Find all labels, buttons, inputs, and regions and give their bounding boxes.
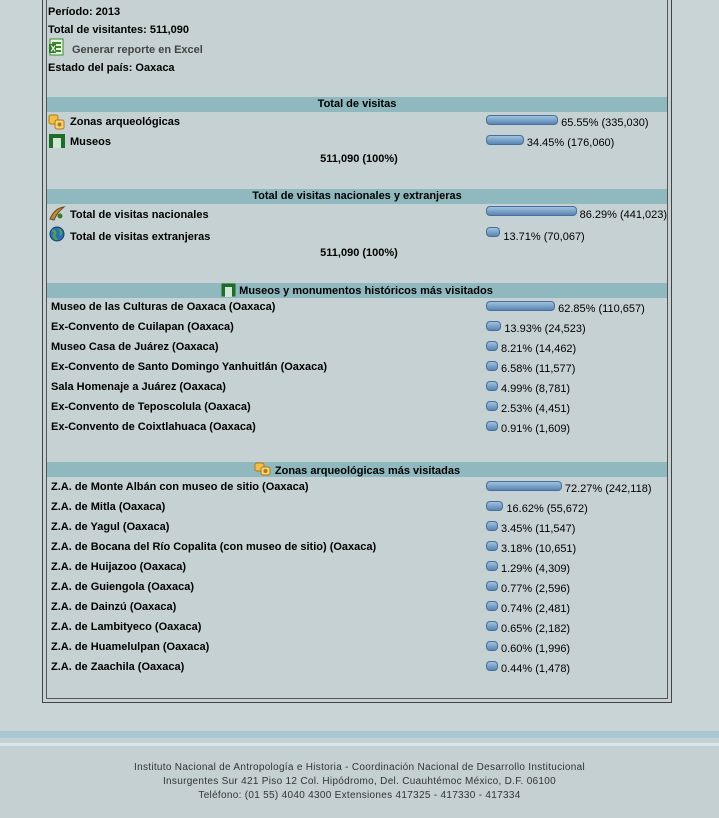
archaeological-zone-icon (254, 462, 272, 477)
list-item-value: 16.62% (55,672) (506, 503, 588, 515)
national-label: Total de visitas nacionales (70, 209, 209, 221)
list-item-value: 0.60% (1,996) (501, 643, 571, 655)
list-item-bar (486, 341, 498, 351)
mexico-flag-icon (48, 205, 66, 221)
total-visits-title: Total de visitas (317, 98, 397, 110)
list-item-value: 0.77% (2,596) (501, 583, 571, 595)
archaeological-zone-icon (48, 114, 66, 130)
museums-header (47, 283, 667, 298)
footer-line-3: Teléfono: (01 55) 4040 4300 Extensiones 417325 - 417330 - 417334 (198, 790, 521, 801)
footer-text (0, 761, 719, 803)
museums-title: Museos y monumentos históricos más visitados (239, 285, 493, 297)
zones-bar (486, 115, 558, 125)
list-item-bar (486, 561, 498, 571)
foreign-label: Total de visitas extranjeras (70, 231, 211, 243)
list-item-bar (486, 621, 498, 631)
list-item-bar (486, 301, 555, 311)
list-item-label: Museo de las Culturas de Oaxaca (Oaxaca) (51, 301, 276, 313)
list-item-value: 0.65% (2,182) (501, 623, 571, 635)
zones-value: 65.55% (335,030) (561, 117, 649, 129)
footer-line-1: Instituto Nacional de Antropología e Historia - Coordinación Nacional de Desarrollo Institucional (134, 762, 585, 773)
total-visitors-text: Total de visitantes: 511,090 (48, 24, 190, 36)
list-item-bar (486, 541, 498, 551)
list-item-bar (486, 601, 498, 611)
list-item-label: Z.A. de Zaachila (Oaxaca) (51, 661, 185, 673)
foreign-bar (486, 227, 500, 237)
excel-icon (48, 38, 66, 56)
list-item-label: Museo Casa de Juárez (Oaxaca) (51, 341, 219, 353)
list-item-value: 6.58% (11,577) (501, 363, 576, 375)
footer (0, 731, 719, 818)
list-item-bar (486, 501, 503, 511)
national-bar (486, 206, 577, 216)
list-item-label: Z.A. de Huamelulpan (Oaxaca) (51, 641, 210, 653)
list-item-label: Z.A. de Bocana del Río Copalita (con museo de sitio) (Oaxaca) (51, 541, 377, 553)
list-item-value: 1.29% (4,309) (501, 563, 571, 575)
list-item-label: Ex-Convento de Teposcolula (Oaxaca) (51, 401, 251, 413)
total-visits-section (47, 114, 671, 174)
museums-value: 34.45% (176,060) (526, 137, 615, 149)
report-content (46, 0, 668, 699)
list-item-label: Z.A. de Lambityeco (Oaxaca) (51, 621, 202, 633)
list-item-bar (486, 481, 562, 491)
zones-title: Zonas arqueológicas más visitadas (274, 465, 461, 477)
total-visits-sum: 511,090 (100%) (320, 153, 398, 165)
list-item-label: Z.A. de Guiengola (Oaxaca) (51, 581, 195, 593)
list-item-value: 62.85% (110,657) (558, 303, 645, 315)
list-item-value: 72.27% (242,118) (564, 483, 652, 495)
list-item-label: Sala Homenaje a Juárez (Oaxaca) (51, 381, 226, 393)
list-item-value: 0.44% (1,478) (501, 663, 571, 675)
footer-line-2: Insurgentes Sur 421 Piso 12 Col. Hipódromo, Del. Cuauhtémoc México, D.F. 06100 (162, 776, 557, 787)
list-item-label: Ex-Convento de Coixtlahuaca (Oaxaca) (51, 421, 256, 433)
foreign-value: 13.71% (70,067) (503, 231, 585, 243)
zones-header (47, 462, 667, 477)
list-item-value: 4.99% (8,781) (501, 383, 571, 395)
list-item-value: 8.21% (14,462) (501, 343, 577, 355)
report-panel (42, 0, 672, 703)
list-item-value: 0.91% (1,609) (501, 423, 571, 435)
list-item-value: 2.53% (4,451) (501, 403, 571, 415)
svg-text:X: X (50, 44, 56, 54)
list-item-bar (486, 401, 498, 411)
list-item-label: Z.A. de Monte Albán con museo de sitio (Oaxaca) (51, 481, 309, 493)
state-text: Estado del país: Oaxaca (48, 62, 175, 74)
museums-bar (486, 135, 524, 145)
zones-label: Zonas arqueológicas (70, 116, 181, 128)
list-item-bar (486, 661, 498, 671)
total-visits-header (47, 97, 667, 112)
nat-ext-sum: 511,090 (100%) (320, 247, 398, 259)
museum-icon (221, 283, 236, 297)
list-item-value: 3.18% (10,651) (501, 543, 577, 555)
list-item-bar (486, 381, 498, 391)
list-item-bar (486, 641, 498, 651)
nat-ext-header (47, 189, 667, 204)
list-item-label: Z.A. de Yagul (Oaxaca) (51, 521, 170, 533)
list-item-bar (486, 581, 498, 591)
list-item-label: Z.A. de Mitla (Oaxaca) (51, 501, 166, 513)
period-text: Período: 2013 (48, 6, 121, 18)
list-item-label: Ex-Convento de Santo Domingo Yanhuitlán (Oaxaca) (51, 361, 328, 373)
globe-icon (48, 225, 66, 243)
list-item-value: 0.74% (2,481) (501, 603, 571, 615)
list-item-bar (486, 361, 498, 371)
excel-link-label[interactable]: Generar reporte en Excel (72, 44, 203, 56)
list-item-label: Ex-Convento de Cuilapan (Oaxaca) (51, 321, 234, 333)
list-item-label: Z.A. de Dainzú (Oaxaca) (51, 601, 177, 613)
list-item-value: 3.45% (11,547) (501, 523, 576, 535)
museums-label: Museos (70, 136, 111, 148)
list-item-bar (486, 321, 501, 331)
museum-icon (48, 133, 66, 149)
list-item-value: 13.93% (24,523) (504, 323, 586, 335)
nat-ext-title: Total de visitas nacionales y extranjeras (252, 190, 462, 202)
nat-ext-section (47, 205, 671, 265)
list-item-bar (486, 421, 498, 431)
list-item-label: Z.A. de Huijazoo (Oaxaca) (51, 561, 187, 573)
list-item-bar (486, 521, 498, 531)
national-value: 86.29% (441,023) (579, 209, 668, 221)
